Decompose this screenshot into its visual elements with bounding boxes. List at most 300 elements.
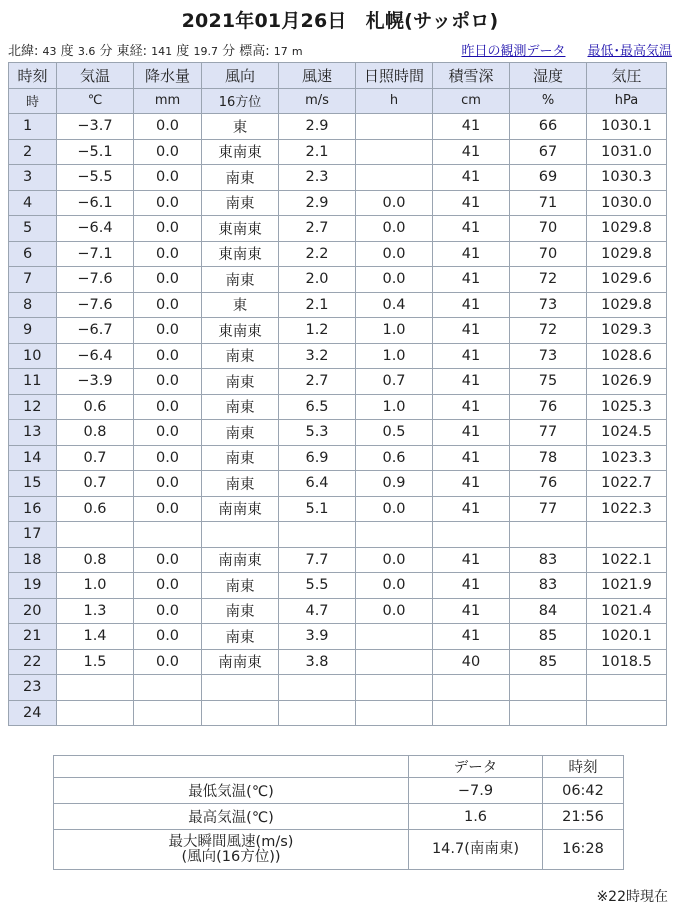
- cell-pressure: 1029.8: [587, 216, 667, 242]
- cell-precipitation: 0.0: [134, 190, 202, 216]
- header-precipitation: 降水量: [134, 63, 202, 89]
- cell-wind-direction: [202, 675, 279, 701]
- cell-hour: 1: [9, 114, 57, 140]
- max-gust-time: 16:28: [543, 830, 624, 870]
- cell-humidity: 76: [510, 471, 587, 497]
- summary-header-blank: [54, 756, 409, 778]
- cell-precipitation: 0.0: [134, 445, 202, 471]
- cell-hour: 19: [9, 573, 57, 599]
- cell-snow-depth: [433, 522, 510, 548]
- daily-summary-table: [53, 755, 624, 870]
- table-row: [9, 547, 667, 573]
- cell-wind-direction: 南東: [202, 471, 279, 497]
- cell-wind-direction: [202, 700, 279, 726]
- cell-humidity: 69: [510, 165, 587, 191]
- cell-precipitation: 0.0: [134, 318, 202, 344]
- cell-snow-depth: 41: [433, 292, 510, 318]
- cell-sunshine: [356, 139, 433, 165]
- cell-wind-direction: 南南東: [202, 547, 279, 573]
- cell-wind-direction: 東南東: [202, 216, 279, 242]
- cell-precipitation: 0.0: [134, 267, 202, 293]
- cell-wind-speed: 2.1: [279, 292, 356, 318]
- cell-precipitation: 0.0: [134, 573, 202, 599]
- cell-hour: 17: [9, 522, 57, 548]
- cell-temperature: [57, 675, 134, 701]
- cell-snow-depth: 41: [433, 318, 510, 344]
- cell-temperature: 1.0: [57, 573, 134, 599]
- table-unit-row: [9, 88, 667, 114]
- cell-snow-depth: 41: [433, 369, 510, 395]
- cell-pressure: 1025.3: [587, 394, 667, 420]
- cell-wind-direction: 南東: [202, 394, 279, 420]
- header-links: [461, 40, 672, 59]
- cell-temperature: 0.7: [57, 445, 134, 471]
- cell-humidity: 77: [510, 420, 587, 446]
- cell-humidity: 85: [510, 624, 587, 650]
- cell-hour: 22: [9, 649, 57, 675]
- cell-sunshine: [356, 114, 433, 140]
- cell-wind-direction: 南南東: [202, 649, 279, 675]
- max-temp-value: 1.6: [409, 804, 543, 830]
- latitude-degrees: 43: [42, 44, 57, 58]
- cell-pressure: 1026.9: [587, 369, 667, 395]
- cell-wind-speed: 1.2: [279, 318, 356, 344]
- cell-pressure: 1030.3: [587, 165, 667, 191]
- cell-temperature: −6.7: [57, 318, 134, 344]
- header-snow-depth: 積雪深: [433, 63, 510, 89]
- cell-precipitation: 0.0: [134, 394, 202, 420]
- cell-pressure: 1020.1: [587, 624, 667, 650]
- cell-wind-direction: 南東: [202, 420, 279, 446]
- cell-humidity: [510, 675, 587, 701]
- table-row: [9, 241, 667, 267]
- cell-hour: 5: [9, 216, 57, 242]
- cell-pressure: 1024.5: [587, 420, 667, 446]
- cell-precipitation: 0.0: [134, 624, 202, 650]
- cell-wind-speed: [279, 522, 356, 548]
- table-row: [9, 675, 667, 701]
- altitude-value: 17: [273, 44, 288, 58]
- cell-snow-depth: 41: [433, 190, 510, 216]
- cell-wind-direction: 東南東: [202, 139, 279, 165]
- table-row: [9, 445, 667, 471]
- table-row: [9, 267, 667, 293]
- cell-hour: 14: [9, 445, 57, 471]
- cell-wind-speed: [279, 700, 356, 726]
- cell-sunshine: 0.7: [356, 369, 433, 395]
- longitude-label: 東経:: [116, 43, 148, 59]
- cell-hour: 15: [9, 471, 57, 497]
- cell-wind-direction: [202, 522, 279, 548]
- max-gust-value: 14.7(南南東): [409, 830, 543, 870]
- cell-humidity: 78: [510, 445, 587, 471]
- cell-wind-speed: 3.9: [279, 624, 356, 650]
- cell-precipitation: 0.0: [134, 165, 202, 191]
- cell-wind-direction: 東南東: [202, 241, 279, 267]
- cell-temperature: 0.7: [57, 471, 134, 497]
- cell-wind-speed: 5.3: [279, 420, 356, 446]
- cell-wind-speed: 6.9: [279, 445, 356, 471]
- cell-temperature: [57, 522, 134, 548]
- max-gust-label: [54, 830, 409, 870]
- cell-precipitation: 0.0: [134, 292, 202, 318]
- cell-humidity: [510, 522, 587, 548]
- altitude-label: 標高:: [239, 43, 270, 59]
- cell-sunshine: 0.0: [356, 267, 433, 293]
- cell-humidity: 83: [510, 547, 587, 573]
- unit-humidity: %: [510, 88, 587, 114]
- cell-humidity: [510, 700, 587, 726]
- min-temp-value: −7.9: [409, 778, 543, 804]
- cell-wind-speed: 2.7: [279, 216, 356, 242]
- table-row: [9, 343, 667, 369]
- cell-pressure: 1030.1: [587, 114, 667, 140]
- cell-sunshine: [356, 649, 433, 675]
- cell-humidity: 83: [510, 573, 587, 599]
- unit-wind-direction: 16方位: [202, 88, 279, 114]
- table-row: [9, 649, 667, 675]
- header-hour: 時刻: [9, 63, 57, 89]
- table-row: [9, 471, 667, 497]
- cell-snow-depth: 41: [433, 624, 510, 650]
- cell-humidity: 73: [510, 292, 587, 318]
- cell-hour: 23: [9, 675, 57, 701]
- cell-humidity: 77: [510, 496, 587, 522]
- cell-wind-speed: 3.2: [279, 343, 356, 369]
- cell-humidity: 73: [510, 343, 587, 369]
- cell-wind-speed: 2.9: [279, 114, 356, 140]
- cell-wind-direction: 南東: [202, 573, 279, 599]
- cell-pressure: 1022.7: [587, 471, 667, 497]
- cell-snow-depth: 41: [433, 471, 510, 497]
- cell-sunshine: 0.0: [356, 496, 433, 522]
- cell-wind-direction: 南東: [202, 267, 279, 293]
- cell-humidity: 75: [510, 369, 587, 395]
- station-coordinates: [8, 40, 303, 59]
- hourly-observation-table: [8, 62, 667, 726]
- longitude-degree-unit: 度: [176, 43, 190, 59]
- cell-snow-depth: 41: [433, 241, 510, 267]
- cell-temperature: [57, 700, 134, 726]
- cell-pressure: 1028.6: [587, 343, 667, 369]
- cell-wind-speed: 2.7: [279, 369, 356, 395]
- header-wind-direction: 風向: [202, 63, 279, 89]
- table-row: [9, 394, 667, 420]
- altitude-unit: m: [291, 44, 303, 58]
- summary-header-data: データ: [409, 756, 543, 778]
- cell-sunshine: [356, 522, 433, 548]
- cell-precipitation: 0.0: [134, 241, 202, 267]
- cell-wind-speed: 2.0: [279, 267, 356, 293]
- table-body: [9, 114, 667, 726]
- cell-temperature: 0.6: [57, 496, 134, 522]
- cell-sunshine: [356, 624, 433, 650]
- cell-pressure: 1029.3: [587, 318, 667, 344]
- cell-wind-speed: 3.8: [279, 649, 356, 675]
- cell-hour: 20: [9, 598, 57, 624]
- cell-precipitation: [134, 675, 202, 701]
- cell-snow-depth: 41: [433, 598, 510, 624]
- cell-hour: 21: [9, 624, 57, 650]
- cell-wind-speed: 5.5: [279, 573, 356, 599]
- cell-pressure: 1021.9: [587, 573, 667, 599]
- cell-temperature: 1.4: [57, 624, 134, 650]
- table-row: [9, 598, 667, 624]
- cell-sunshine: 0.0: [356, 190, 433, 216]
- cell-temperature: −3.9: [57, 369, 134, 395]
- cell-precipitation: [134, 700, 202, 726]
- cell-wind-speed: 4.7: [279, 598, 356, 624]
- cell-precipitation: 0.0: [134, 649, 202, 675]
- cell-hour: 2: [9, 139, 57, 165]
- table-row: [9, 165, 667, 191]
- cell-sunshine: 0.0: [356, 241, 433, 267]
- max-temp-time: 21:56: [543, 804, 624, 830]
- cell-hour: 8: [9, 292, 57, 318]
- summary-row-max-temp: [54, 804, 624, 830]
- cell-temperature: 1.5: [57, 649, 134, 675]
- cell-hour: 24: [9, 700, 57, 726]
- table-row: [9, 700, 667, 726]
- cell-wind-speed: 2.1: [279, 139, 356, 165]
- cell-sunshine: 1.0: [356, 318, 433, 344]
- cell-wind-speed: 6.5: [279, 394, 356, 420]
- cell-precipitation: 0.0: [134, 114, 202, 140]
- cell-hour: 10: [9, 343, 57, 369]
- cell-precipitation: [134, 522, 202, 548]
- table-row: [9, 216, 667, 242]
- cell-snow-depth: 41: [433, 496, 510, 522]
- cell-wind-direction: 東南東: [202, 318, 279, 344]
- cell-temperature: −7.1: [57, 241, 134, 267]
- page-title: 2021年01月26日 札幌(サッポロ): [181, 10, 499, 32]
- unit-snow-depth: cm: [433, 88, 510, 114]
- latitude-minutes: 3.6: [77, 44, 96, 58]
- cell-sunshine: [356, 675, 433, 701]
- cell-precipitation: 0.0: [134, 216, 202, 242]
- as-of-note: ※22時現在: [596, 889, 668, 905]
- cell-wind-speed: 5.1: [279, 496, 356, 522]
- cell-snow-depth: 41: [433, 547, 510, 573]
- min-temp-time: 06:42: [543, 778, 624, 804]
- cell-wind-direction: 南東: [202, 624, 279, 650]
- summary-header-time: 時刻: [543, 756, 624, 778]
- cell-precipitation: 0.0: [134, 369, 202, 395]
- cell-humidity: 85: [510, 649, 587, 675]
- cell-hour: 4: [9, 190, 57, 216]
- cell-hour: 16: [9, 496, 57, 522]
- cell-hour: 11: [9, 369, 57, 395]
- cell-pressure: 1023.3: [587, 445, 667, 471]
- cell-precipitation: 0.0: [134, 496, 202, 522]
- cell-pressure: [587, 522, 667, 548]
- table-row: [9, 496, 667, 522]
- cell-temperature: 0.8: [57, 420, 134, 446]
- cell-hour: 18: [9, 547, 57, 573]
- cell-snow-depth: 41: [433, 139, 510, 165]
- cell-precipitation: 0.0: [134, 139, 202, 165]
- header-pressure: 気圧: [587, 63, 667, 89]
- cell-humidity: 66: [510, 114, 587, 140]
- latitude-label: 北緯:: [8, 43, 39, 59]
- cell-hour: 3: [9, 165, 57, 191]
- max-gust-label-line1: 最大瞬間風速(m/s): [168, 833, 294, 850]
- unit-pressure: hPa: [587, 88, 667, 114]
- table-row: [9, 573, 667, 599]
- header-temperature: 気温: [57, 63, 134, 89]
- min-max-temperature-link[interactable]: 最低･最高気温: [587, 43, 672, 59]
- table-header-row: [9, 63, 667, 89]
- cell-temperature: −7.6: [57, 267, 134, 293]
- cell-wind-speed: 2.9: [279, 190, 356, 216]
- cell-wind-direction: 南東: [202, 190, 279, 216]
- table-row: [9, 369, 667, 395]
- cell-snow-depth: [433, 675, 510, 701]
- latitude-minute-unit: 分: [99, 43, 113, 59]
- min-temp-label: 最低気温(℃): [54, 778, 409, 804]
- cell-humidity: 76: [510, 394, 587, 420]
- cell-humidity: 71: [510, 190, 587, 216]
- header-wind-speed: 風速: [279, 63, 356, 89]
- table-row: [9, 114, 667, 140]
- longitude-minute-unit: 分: [222, 43, 236, 59]
- cell-pressure: 1031.0: [587, 139, 667, 165]
- cell-temperature: 0.6: [57, 394, 134, 420]
- cell-pressure: [587, 700, 667, 726]
- cell-sunshine: 0.4: [356, 292, 433, 318]
- cell-temperature: −6.4: [57, 343, 134, 369]
- cell-sunshine: 0.9: [356, 471, 433, 497]
- cell-wind-direction: 東: [202, 114, 279, 140]
- longitude-minutes: 19.7: [193, 44, 218, 58]
- cell-snow-depth: 41: [433, 343, 510, 369]
- cell-temperature: −6.1: [57, 190, 134, 216]
- cell-wind-direction: 東: [202, 292, 279, 318]
- cell-temperature: 1.3: [57, 598, 134, 624]
- table-row: [9, 139, 667, 165]
- max-temp-label: 最高気温(℃): [54, 804, 409, 830]
- cell-sunshine: [356, 700, 433, 726]
- cell-snow-depth: [433, 700, 510, 726]
- cell-sunshine: 0.0: [356, 573, 433, 599]
- table-row: [9, 420, 667, 446]
- cell-pressure: 1029.8: [587, 292, 667, 318]
- cell-pressure: [587, 675, 667, 701]
- cell-snow-depth: 41: [433, 267, 510, 293]
- cell-sunshine: 0.0: [356, 216, 433, 242]
- cell-wind-speed: 2.3: [279, 165, 356, 191]
- unit-temperature: ℃: [57, 88, 134, 114]
- cell-humidity: 70: [510, 216, 587, 242]
- cell-wind-direction: 南東: [202, 165, 279, 191]
- cell-snow-depth: 41: [433, 394, 510, 420]
- cell-wind-speed: [279, 675, 356, 701]
- cell-snow-depth: 41: [433, 216, 510, 242]
- cell-pressure: 1021.4: [587, 598, 667, 624]
- cell-wind-speed: 7.7: [279, 547, 356, 573]
- cell-snow-depth: 41: [433, 573, 510, 599]
- cell-snow-depth: 41: [433, 420, 510, 446]
- table-row: [9, 292, 667, 318]
- station-info-bar: [8, 38, 672, 60]
- cell-snow-depth: 40: [433, 649, 510, 675]
- cell-sunshine: 1.0: [356, 343, 433, 369]
- cell-hour: 6: [9, 241, 57, 267]
- cell-temperature: −3.7: [57, 114, 134, 140]
- table-row: [9, 190, 667, 216]
- table-row: [9, 318, 667, 344]
- cell-snow-depth: 41: [433, 445, 510, 471]
- cell-precipitation: 0.0: [134, 471, 202, 497]
- cell-snow-depth: 41: [433, 165, 510, 191]
- cell-hour: 12: [9, 394, 57, 420]
- longitude-degrees: 141: [151, 44, 173, 58]
- cell-sunshine: 1.0: [356, 394, 433, 420]
- header-sunshine: 日照時間: [356, 63, 433, 89]
- cell-pressure: 1018.5: [587, 649, 667, 675]
- cell-hour: 13: [9, 420, 57, 446]
- cell-wind-direction: 南南東: [202, 496, 279, 522]
- cell-wind-speed: 6.4: [279, 471, 356, 497]
- summary-row-max-gust: [54, 830, 624, 870]
- cell-temperature: −5.5: [57, 165, 134, 191]
- cell-wind-direction: 南東: [202, 343, 279, 369]
- cell-precipitation: 0.0: [134, 598, 202, 624]
- table-row: [9, 624, 667, 650]
- cell-temperature: −7.6: [57, 292, 134, 318]
- cell-humidity: 70: [510, 241, 587, 267]
- cell-humidity: 72: [510, 318, 587, 344]
- cell-pressure: 1030.0: [587, 190, 667, 216]
- latitude-degree-unit: 度: [60, 43, 74, 59]
- cell-humidity: 84: [510, 598, 587, 624]
- cell-wind-direction: 南東: [202, 445, 279, 471]
- cell-pressure: 1029.8: [587, 241, 667, 267]
- summary-header-row: [54, 756, 624, 778]
- yesterday-data-link[interactable]: 昨日の観測データ: [461, 43, 566, 59]
- cell-temperature: −6.4: [57, 216, 134, 242]
- cell-precipitation: 0.0: [134, 420, 202, 446]
- cell-sunshine: 0.0: [356, 547, 433, 573]
- unit-hour: 時: [9, 88, 57, 114]
- unit-sunshine: h: [356, 88, 433, 114]
- cell-pressure: 1022.1: [587, 547, 667, 573]
- cell-sunshine: 0.0: [356, 598, 433, 624]
- cell-wind-speed: 2.2: [279, 241, 356, 267]
- unit-precipitation: mm: [134, 88, 202, 114]
- cell-precipitation: 0.0: [134, 547, 202, 573]
- cell-wind-direction: 南東: [202, 598, 279, 624]
- cell-hour: 9: [9, 318, 57, 344]
- unit-wind-speed: m/s: [279, 88, 356, 114]
- cell-hour: 7: [9, 267, 57, 293]
- cell-temperature: −5.1: [57, 139, 134, 165]
- cell-wind-direction: 南東: [202, 369, 279, 395]
- header-humidity: 湿度: [510, 63, 587, 89]
- max-gust-label-line2: (風向(16方位)): [181, 848, 281, 865]
- cell-humidity: 67: [510, 139, 587, 165]
- cell-sunshine: [356, 165, 433, 191]
- cell-pressure: 1029.6: [587, 267, 667, 293]
- table-row: [9, 522, 667, 548]
- cell-humidity: 72: [510, 267, 587, 293]
- cell-sunshine: 0.5: [356, 420, 433, 446]
- cell-precipitation: 0.0: [134, 343, 202, 369]
- cell-temperature: 0.8: [57, 547, 134, 573]
- cell-pressure: 1022.3: [587, 496, 667, 522]
- summary-row-min-temp: [54, 778, 624, 804]
- cell-sunshine: 0.6: [356, 445, 433, 471]
